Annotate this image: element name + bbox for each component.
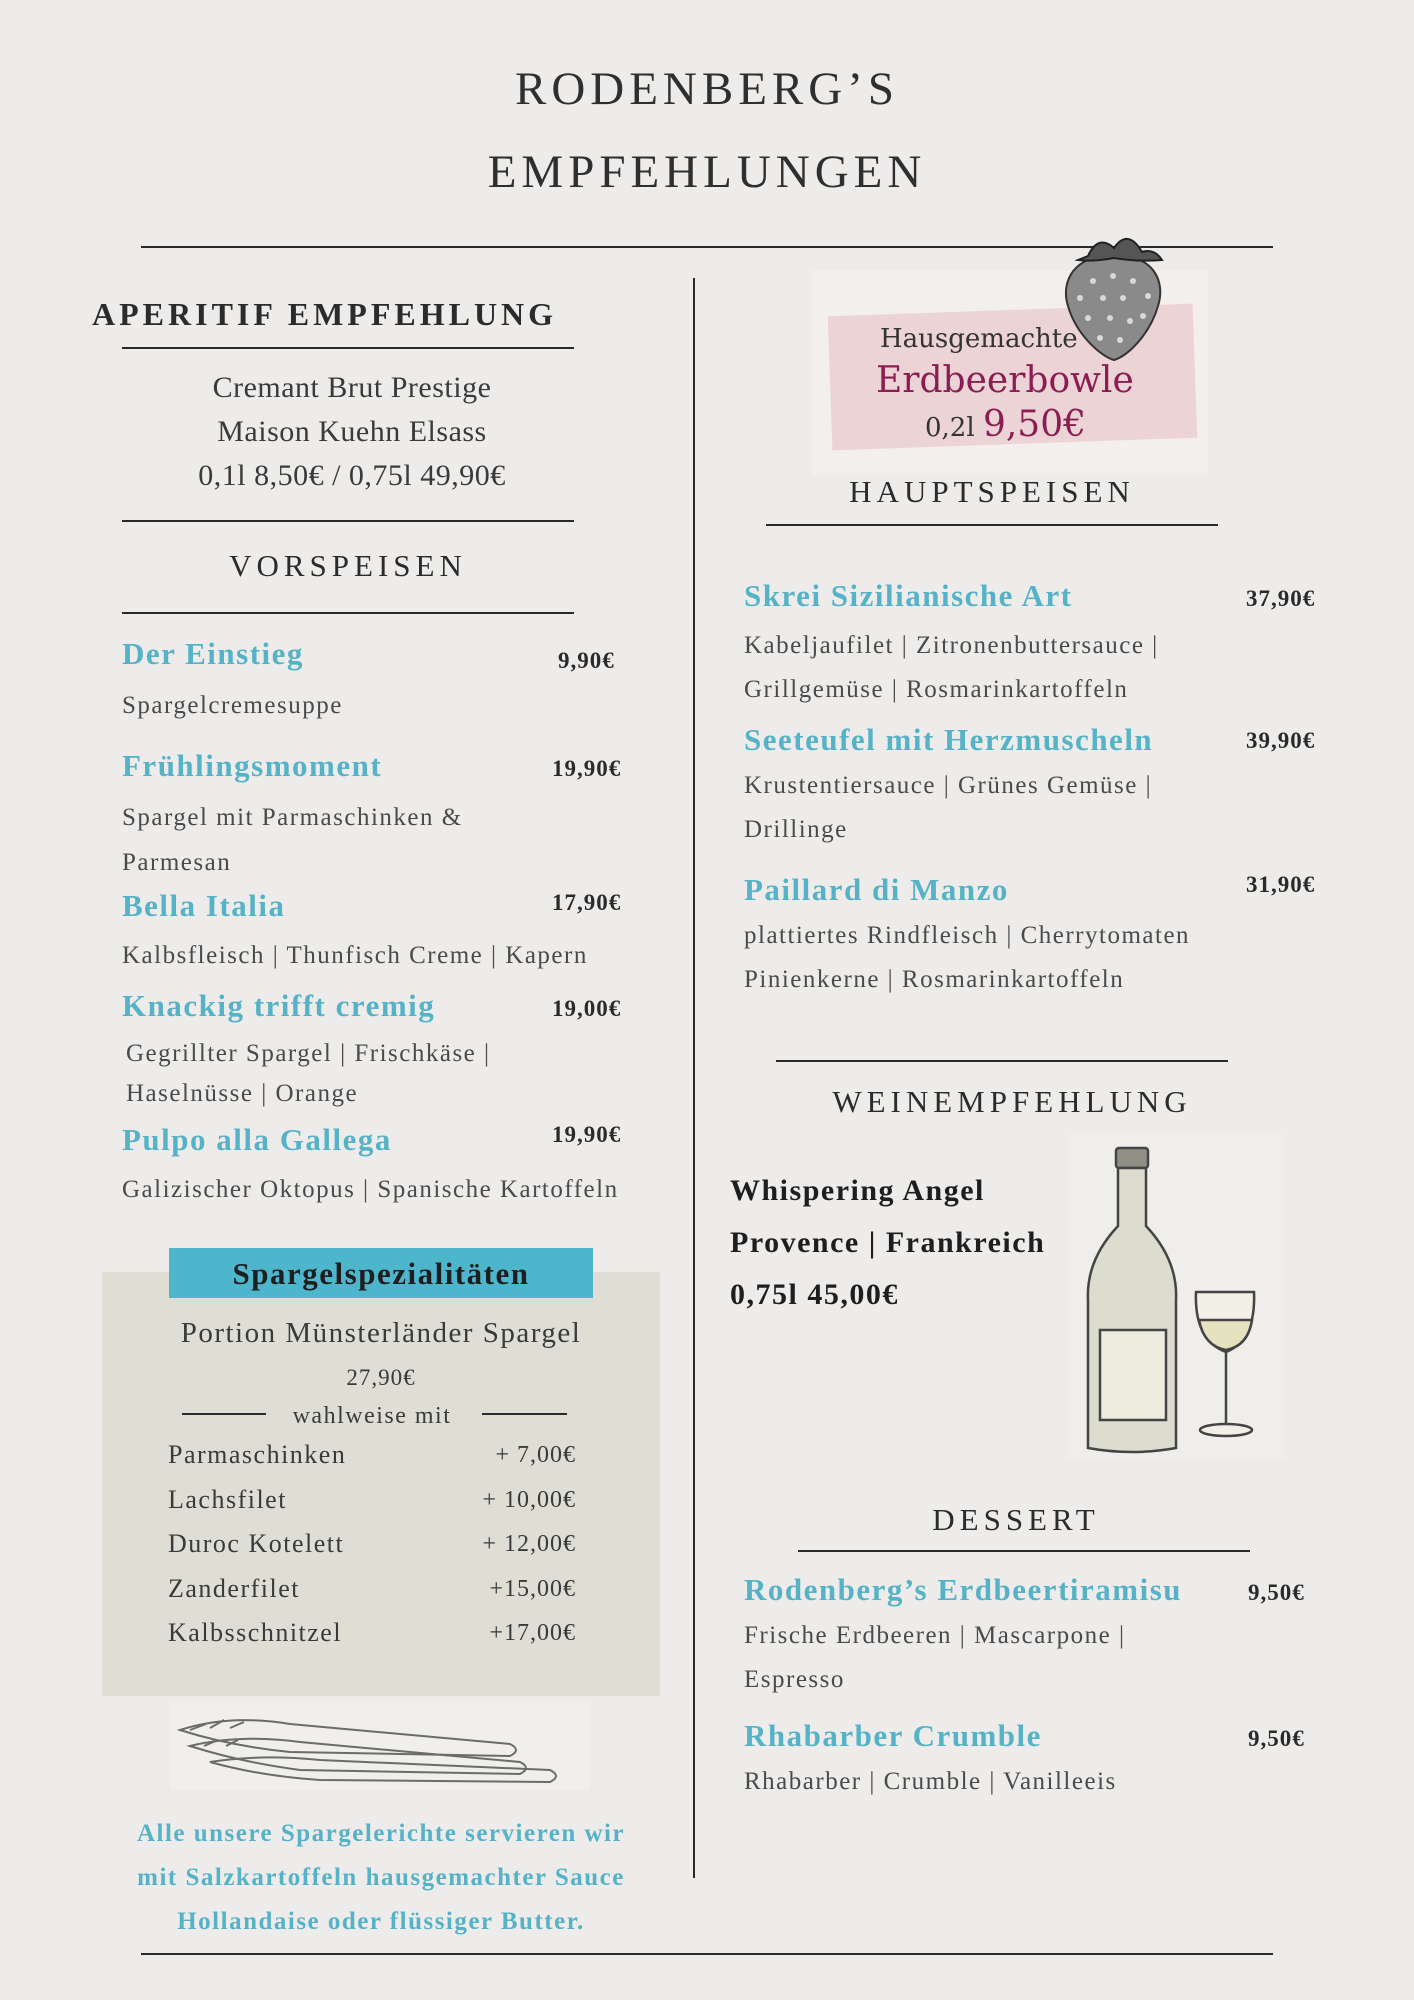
badge-size-price xyxy=(925,404,1086,445)
footnote-line: mit Salzkartoffeln hausgemachter Sauce xyxy=(137,1864,625,1891)
dish-price: 19,90€ xyxy=(552,1122,622,1147)
addon-name: Parmaschinken xyxy=(168,1440,347,1469)
aperitif-heading: APERITIF EMPFEHLUNG xyxy=(92,296,558,332)
addon-name: Zanderfilet xyxy=(168,1574,300,1603)
bottom-divider xyxy=(141,1953,1273,1955)
divider-right xyxy=(482,1413,567,1415)
badge-line1: Hausgemachte xyxy=(880,324,1078,354)
dish-price: 19,90€ xyxy=(552,756,622,781)
wine-price: 0,75l 45,00€ xyxy=(730,1278,899,1311)
column-divider xyxy=(693,278,695,1878)
spargel-portion-price: 27,90€ xyxy=(346,1365,416,1390)
aperitif-line1: Cremant Brut Prestige xyxy=(212,371,492,404)
dish-desc: Drillinge xyxy=(744,816,848,843)
dish-desc: Krustentiersauce | Grünes Gemüse | xyxy=(744,772,1153,799)
dessert-heading: DESSERT xyxy=(932,1502,1100,1537)
dish-name: Seeteufel mit Herzmuscheln xyxy=(744,722,1154,757)
dish-desc: Spargelcremesuppe xyxy=(122,692,343,719)
addon-price: +17,00€ xyxy=(489,1620,576,1646)
divider-left xyxy=(182,1413,266,1415)
spargel-footnote xyxy=(102,1812,660,1944)
wein-heading: WEINEMPFEHLUNG xyxy=(832,1084,1192,1119)
badge-line2: Erdbeerbowle xyxy=(876,360,1134,401)
dish-desc: plattiertes Rindfleisch | Cherrytomaten xyxy=(744,922,1191,949)
dish-name: Der Einstieg xyxy=(122,636,304,671)
dish-price: 39,90€ xyxy=(1246,728,1316,753)
badge-price: 9,50€ xyxy=(982,404,1086,445)
wine-bottle-glass-illustration xyxy=(1066,1130,1286,1460)
aperitif-line2: Maison Kuehn Elsass xyxy=(217,415,487,448)
dish-desc: Espresso xyxy=(744,1666,845,1693)
addon-name: Duroc Kotelett xyxy=(168,1529,345,1558)
dish-name: Paillard di Manzo xyxy=(744,872,1009,907)
dish-name: Pulpo alla Gallega xyxy=(122,1122,392,1157)
aperitif-underline xyxy=(122,347,574,349)
dish-price: 37,90€ xyxy=(1246,586,1316,611)
addon-price: + 10,00€ xyxy=(482,1487,576,1513)
dish-price: 31,90€ xyxy=(1246,872,1316,897)
aperitif-bottom-line xyxy=(122,520,574,522)
dish-price: 9,50€ xyxy=(1248,1580,1305,1605)
dish-price: 17,90€ xyxy=(552,890,622,915)
dish-name: Rhabarber Crumble xyxy=(744,1718,1042,1753)
dish-name: Skrei Sizilianische Art xyxy=(744,578,1073,613)
footnote-line: Alle unsere Spargelerichte servieren wir xyxy=(136,1820,626,1847)
wine-origin: Provence | Frankreich xyxy=(730,1226,1046,1259)
dish-name: Frühlingsmoment xyxy=(122,748,383,783)
addon-name: Kalbsschnitzel xyxy=(168,1618,343,1647)
spargel-portion: Portion Münsterländer Spargel xyxy=(180,1317,582,1349)
dish-desc: Grillgemüse | Rosmarinkartoffeln xyxy=(744,676,1129,703)
badge-size: 0,2l xyxy=(925,413,975,443)
dish-desc: Gegrillter Spargel | Frischkäse | xyxy=(126,1040,491,1067)
dish-name: Knackig trifft cremig xyxy=(122,988,436,1023)
wein-topline xyxy=(776,1060,1228,1062)
dish-desc: Kalbsfleisch | Thunfisch Creme | Kapern xyxy=(122,942,588,969)
dish-desc: Pinienkerne | Rosmarinkartoffeln xyxy=(744,966,1125,993)
addon-price: + 12,00€ xyxy=(482,1531,576,1557)
addon-price: + 7,00€ xyxy=(495,1442,576,1468)
spargel-divider-label: wahlweise mit xyxy=(292,1403,452,1429)
dish-desc: Rhabarber | Crumble | Vanilleeis xyxy=(744,1768,1117,1795)
footnote-line: Hollandaise oder flüssiger Butter. xyxy=(177,1908,585,1935)
dish-price: 9,90€ xyxy=(558,648,615,673)
dish-desc: Haselnüsse | Orange xyxy=(126,1080,359,1107)
page-title-line2: EMPFEHLUNGEN xyxy=(487,146,927,198)
wine-name: Whispering Angel xyxy=(730,1174,985,1207)
dish-desc: Kabeljaufilet | Zitronenbuttersauce | xyxy=(744,632,1159,659)
vorspeisen-heading: VORSPEISEN xyxy=(229,548,467,583)
dish-desc: Galizischer Oktopus | Spanische Kartoffeln xyxy=(122,1176,619,1203)
dish-price: 19,00€ xyxy=(552,996,622,1021)
dish-name: Rodenberg’s Erdbeertiramisu xyxy=(744,1572,1183,1607)
dish-price: 9,50€ xyxy=(1248,1726,1305,1751)
dessert-underline xyxy=(798,1550,1250,1552)
asparagus-illustration xyxy=(170,1700,590,1790)
hauptspeisen-underline xyxy=(766,524,1218,526)
addon-price: +15,00€ xyxy=(489,1576,576,1602)
page-title-line1: RODENBERG’S xyxy=(514,63,900,115)
spargel-tag: Spargelspezialitäten xyxy=(169,1248,593,1298)
dish-name: Bella Italia xyxy=(122,888,286,923)
strawberry-icon xyxy=(1058,226,1170,364)
addon-name: Lachsfilet xyxy=(168,1485,287,1514)
vorspeisen-underline xyxy=(122,612,574,614)
aperitif-line3: 0,1l 8,50€ / 0,75l 49,90€ xyxy=(198,459,506,492)
dish-desc: Parmesan xyxy=(122,849,232,876)
dish-desc: Spargel mit Parmaschinken & xyxy=(122,804,463,831)
hauptspeisen-heading: HAUPTSPEISEN xyxy=(849,474,1135,509)
dish-desc: Frische Erdbeeren | Mascarpone | xyxy=(744,1622,1126,1649)
